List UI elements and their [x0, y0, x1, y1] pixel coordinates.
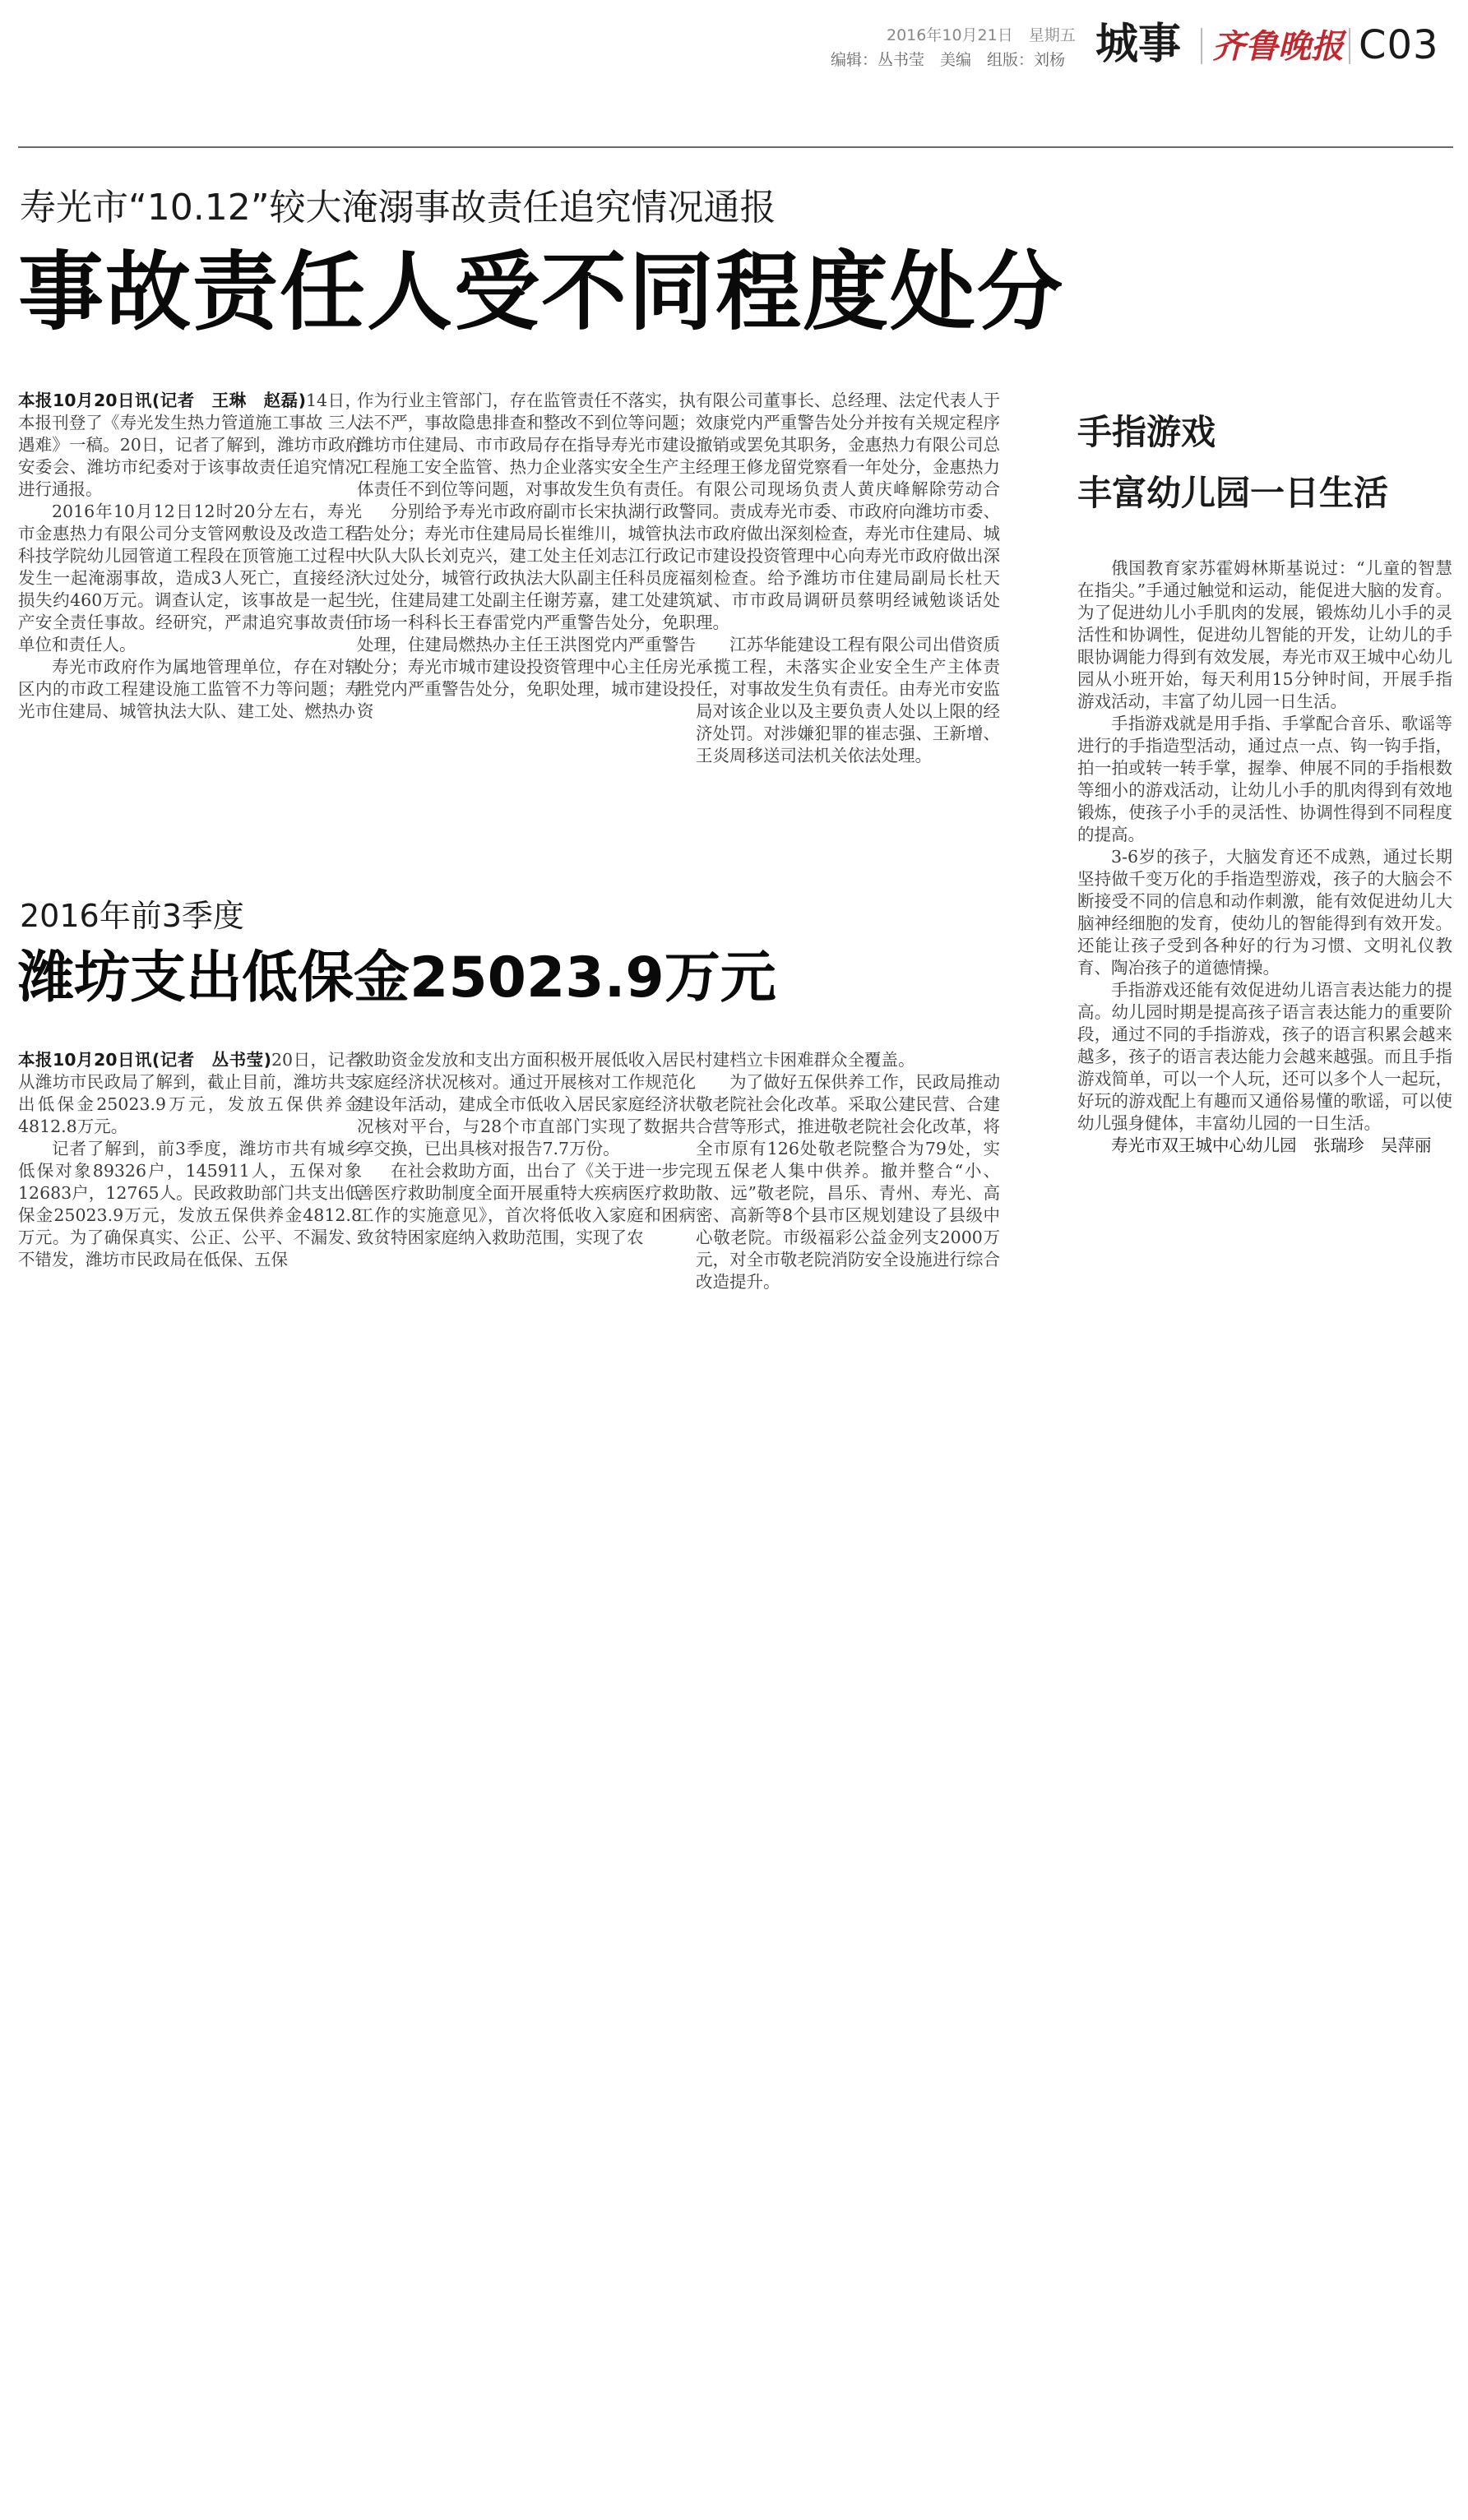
article1-paragraph: 分别给予寿光市政府副市长宋执湖行政警告处分；寿光市住建局局长崔维川，城管执法大队大队长刘克兴，建工处主任刘志江行政记大过处分，城管行政执法大队副主任科员庞福光，住建局建工处副主任谢芳嘉，建工处建筑市场一科科长王春雷党内严重警告处分，免职处理，住建局燃热办主任王洪图党内严重警告处分；寿光市城市建设投资管理中心主任房光胜党内严重警告处分，免职处理，城市建设投资 — [357, 502, 696, 721]
article1-headline: 事故责任人受不同程度处分 — [18, 242, 1065, 342]
article3-body — [1077, 557, 1452, 1380]
article2-paragraph: 救助资金发放和支出方面积极开展低收入居民家庭经济状况核对。通过开展核对工作规范化建设年活动，建成全市低收入居民家庭经济状况核对平台，与28个市直部门实现了数据共享交换，已出具核对报告7.7万份。 — [357, 1050, 696, 1158]
article1-paragraph: 作为行业主管部门，存在监管责任不落实，执法不严，事故隐患排查和整改不到位等问题；潍坊市住建局、市市政局存在指导寿光市建设工程施工安全监管、热力企业落实安全生产主体责任不到位等问题，对事故发生负有责任。 — [357, 391, 696, 499]
article1-paragraph: 14日，本报刊登了《寿光发生热力管道施工事故 三人遇难》一稿。20日，记者了解到，潍坊市政府安委会、潍坊市纪委对于该事故责任追究情况进行通报。 — [18, 391, 362, 499]
article2-paragraph: 在社会救助方面，出台了《关于进一步完善医疗救助制度全面开展重特大疾病医疗救助工作的实施意见》，首次将低收入家庭和困病致贫特困家庭纳入救助范围，实现了农 — [357, 1161, 696, 1247]
page-number: C03 — [1359, 22, 1439, 68]
article2-kicker: 2016年前3季度 — [20, 898, 244, 934]
article3-paragraph: 手指游戏就是用手指、手掌配合音乐、歌谣等进行的手指造型活动，通过点一点、钩一钩手指，拍一拍或转一转手掌，握拳、伸展不同的手指根数等细小的游戏活动，让幼儿小手的肌肉得到有效地锻炼，使孩子小手的灵活性、协调性得到不同程度的提高。 — [1077, 714, 1452, 844]
article1-column-2 — [357, 390, 696, 862]
article1-kicker: 寿光市“10.12”较大淹溺事故责任追究情况通报 — [20, 187, 776, 229]
article3-paragraph: 俄国教育家苏霍姆林斯基说过：“儿童的智慧在指尖。”手通过触觉和运动，能促进大脑的发育。为了促进幼儿小手肌肉的发展，锻炼幼儿小手的灵活性和协调性，促进幼儿智能的开发，让幼儿的手眼协调能力得到有效发展，寿光市双王城中心幼儿园从小班开始，每天利用15分钟时间，开展手指游戏活动，丰富了幼儿园一日生活。 — [1077, 558, 1452, 711]
article3-paragraph: 3-6岁的孩子，大脑发育还不成熟，通过长期坚持做千变万化的手指造型游戏，孩子的大脑会不断接受不同的信息和动作刺激，能有效促进幼儿大脑神经细胞的发育，使幼儿的智能得到有效开发。还能让孩子受到各种好的行为习惯、文明礼仪教育、陶冶孩子的道德情操。 — [1077, 847, 1452, 978]
article1-dateline: 本报10月20日讯(记者 王琳 赵磊) — [18, 391, 306, 410]
article1-paragraph: 有限公司董事长、总经理、法定代表人于效康党内严重警告处分并按有关规定程序撤销或罢免其职务，金惠热力有限公司总经理王修龙留党察看一年处分，金惠热力有限公司现场负责人黄庆峰解除劳动合同。责成寿光市委、市政府向潍坊市委、市政府做出深刻检查，寿光市住建局、城市建设投资管理中心向寿光市政府做出深刻检查。给予潍坊市住建局副局长杜天斌、市市政局调研员蔡明经诫勉谈话处理。 — [696, 391, 1000, 632]
article1-column-3 — [696, 390, 1000, 862]
issue-date: 2016年10月21日 星期五 — [887, 26, 1076, 44]
article1-paragraph: 江苏华能建设工程有限公司出借资质承揽工程，未落实企业安全生产主体责任，对事故发生负有责任。由寿光市安监局对该企业以及主要负责人处以上限的经济处罚。对涉嫌犯罪的崔志强、王新增、王炎周移送司法机关依法处理。 — [696, 635, 1000, 765]
article2-column-1 — [18, 1049, 362, 1355]
article3-byline: 寿光市双王城中心幼儿园 张瑞珍 吴萍丽 — [1111, 1135, 1432, 1155]
article1-paragraph: 寿光市政府作为属地管理单位，存在对辖区内的市政工程建设施工监管不力等问题；寿光市住建局、城管执法大队、建工处、燃热办 — [18, 657, 362, 721]
article2-dateline: 本报10月20日讯(记者 丛书莹) — [18, 1050, 271, 1070]
header-rule — [18, 146, 1453, 148]
article1-paragraph: 2016年10月12日12时20分左右，寿光市金惠热力有限公司分支管网敷设及改造工程科技学院幼儿园管道工程段在顶管施工过程中发生一起淹溺事故，造成3人死亡，直接经济损失约460万元。调查认定，该事故是一起生产安全责任事故。经研究，严肃追究事故责任单位和责任人。 — [18, 502, 362, 654]
editors-credit: 编辑：丛书莹 美编 组版：刘杨 — [831, 51, 1066, 69]
article3-headline: 丰富幼儿园一日生活 — [1077, 473, 1389, 513]
article2-headline: 潍坊支出低保金25023.9万元 — [18, 946, 776, 1010]
article2-paragraph: 村建档立卡困难群众全覆盖。 — [696, 1050, 915, 1070]
masthead — [0, 0, 1468, 90]
newspaper-logo: 齐鲁晚报 — [1212, 27, 1344, 66]
section-name: 城事 — [1095, 20, 1182, 69]
masthead-divider — [1349, 28, 1350, 64]
article1-column-1 — [18, 390, 362, 862]
masthead-divider — [1201, 28, 1202, 64]
article3-paragraph: 手指游戏还能有效促进幼儿语言表达能力的提高。幼儿园时期是提高孩子语言表达能力的重要阶段，通过不同的手指游戏，孩子的语言积累会越来越多，孩子的语言表达能力会越来越强。而且手指游戏简单，可以一个人玩，还可以多个人一起玩，好玩的游戏配上有趣而又通俗易懂的歌谣，可以使幼儿强身健体，丰富幼儿园的一日生活。 — [1077, 980, 1452, 1133]
article2-column-3 — [696, 1049, 1000, 1355]
article3-kicker: 手指游戏 — [1077, 412, 1216, 452]
article2-column-2 — [357, 1049, 696, 1355]
article2-paragraph: 为了做好五保供养工作，民政局推动敬老院社会化改革。采取公建民营、合建合营等形式，推进敬老院社会化改革，将全市原有126处敬老院整合为79处，实现五保老人集中供养。撤并整合“小、散、远”敬老院，昌乐、青州、寿光、高密、高新等8个县市区规划建设了县级中心敬老院。市级福彩公益金列支2000万元，对全市敬老院消防安全设施进行综合改造提升。 — [696, 1072, 1000, 1292]
article2-paragraph: 记者了解到，前3季度，潍坊市共有城乡低保对象89326户，145911人，五保对象12683户，12765人。民政救助部门共支出低保金25023.9万元，发放五保供养金4812.8万元。为了确保真实、公正、公平、不漏发、不错发，潍坊市民政局在低保、五保 — [18, 1139, 362, 1269]
article2-paragraph: 20日，记者从潍坊市民政局了解到，截止目前，潍坊共支出低保金25023.9万元，发放五保供养金4812.8万元。 — [18, 1050, 362, 1136]
